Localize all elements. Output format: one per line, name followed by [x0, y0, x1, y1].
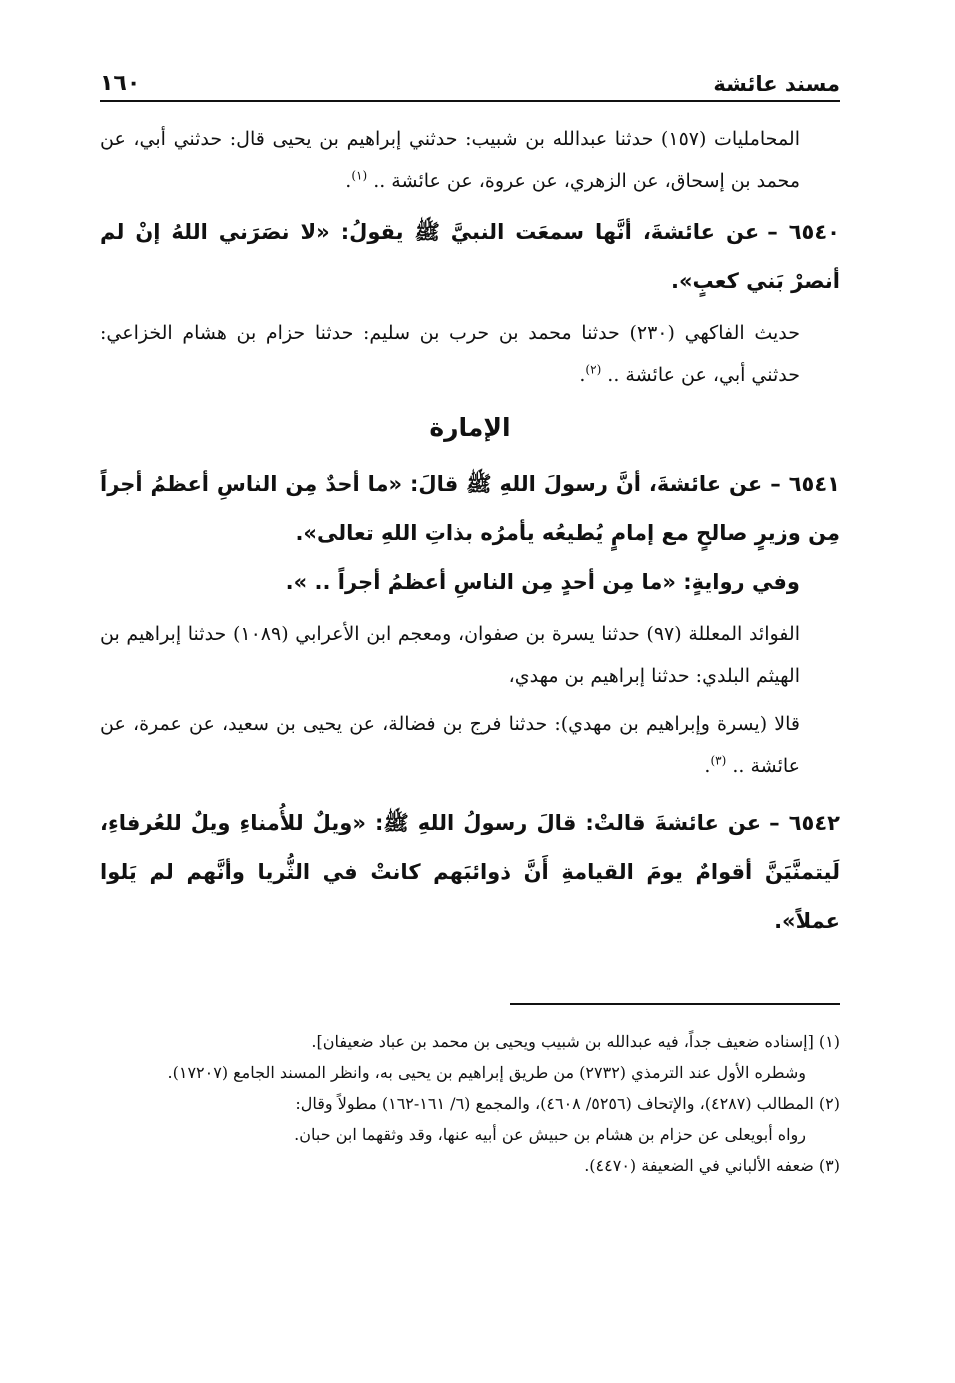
source-paragraph-3a: الفوائد المعللة (٩٧) حدثنا يسرة بن صفوان، ومعجم ابن الأعرابي (١٠٨٩) حدثنا إبراهيم بن الهيثم البلدي: حدثنا إبراهيم بن مهدي، — [100, 623, 800, 687]
page-number: ١٦٠ — [100, 71, 141, 96]
source-paragraph-3b: قالا (يسرة وإبراهيم بن مهدي): حدثنا فرج بن فضالة، عن يحيى بن سعيد، عن عمرة، عن عائشة .. $^{(٣)}$. — [100, 713, 800, 777]
hadith-number: ٦٥٤٢ – — [769, 811, 841, 835]
source-paragraph-2: حديث الفاكهي (٢٣٠) حدثنا محمد بن حرب بن سليم: حدثنا حزام بن هشام الخزاعي: حدثني أبي، عن عائشة .. $^{(٢)}$. — [100, 322, 800, 386]
hadith-riwaya: وفي روايةٍ: «ما مِن أحدٍ مِن الناسِ أعظمُ أجراً .. ». — [285, 570, 800, 594]
hadith-number: ٦٥٤٠ – — [767, 220, 841, 244]
hadith-text: عن عائشةَ قالتْ: قالَ رسولُ اللهِ ﷺ: «ويلٌ للأُمناءِ ويلٌ للعُرفاءِ، لَيتمنَّيَنَّ أقوامٌ يومَ القيامةِ أَنَّ ذوائبَهم كانتْ في الثُّريا وأنَّهم لم يَلوا عملاً». — [100, 811, 840, 933]
footnote-2-continued: رواه أبويعلى عن حزام بن هشام بن حبيش عن أبيه عنها، وقد وثقهما ابن حبان. — [294, 1125, 806, 1144]
hadith-text: عن عائشةَ، أنَّ رسولَ اللهِ ﷺ قالَ: «ما أحدٌ مِن الناسِ أعظمُ أجراً مِن وزيرٍ صالحٍ مع إمامٍ يُطيعُه يأمرُه بذاتِ اللهِ تعالى». — [100, 472, 840, 545]
hadith-text: عن عائشةَ، أنَّها سمعَت النبيَّ ﷺ يقولُ: «لا نصَرَني اللهُ إنْ لم أنصرْ بَني كعبٍ». — [100, 220, 840, 293]
hadith-6541 — [100, 460, 840, 558]
footnote-1: (١) [إسناده ضعيف جداً، فيه عبدالله بن شبيب ويحيى بن محمد بن عباد ضعيفان]. — [311, 1032, 840, 1051]
section-title: الإمارة — [429, 413, 511, 442]
source-text: المحامليات (١٥٧) حدثنا عبدالله بن شبيب: حدثني إبراهيم بن يحيى قال: حدثني أبي، عن محمد بن إسحاق، عن الزهري، عن عروة، عن عائشة .. — [100, 128, 801, 192]
hadith-6542 — [100, 799, 840, 946]
footnote-ref: (٢) — [585, 362, 602, 377]
source-text: حديث الفاكهي (٢٣٠) حدثنا محمد بن حرب بن سليم: حدثنا حزام بن هشام الخزاعي: حدثني أبي، عن عائشة .. — [100, 322, 800, 386]
main-text — [100, 118, 840, 946]
footnote-2: (٢) المطالب (٤٢٨٧)، والإتحاف (٥٢٥٦/ ٤٦٠٨)، والمجمع (٦/ ١٦١-١٦٢) مطولاً وقال: — [295, 1094, 840, 1113]
footnote-separator — [510, 1003, 840, 1005]
footnote-ref: (١) — [351, 168, 368, 183]
footnote-3: (٣) ضعفه الألباني في الضعيفة (٤٤٧٠). — [584, 1156, 840, 1175]
hadith-number: ٦٥٤١ – — [770, 472, 840, 496]
source-text: قالا (يسرة وإبراهيم بن مهدي): حدثنا فرج بن فضالة، عن يحيى بن سعيد، عن عمرة، عن عائشة .. — [100, 713, 800, 777]
footnote-ref: (٣) — [710, 753, 727, 768]
running-title: مسند عائشة — [713, 72, 840, 96]
page-header — [100, 62, 840, 96]
header-rule — [100, 100, 840, 102]
footnote-1-continued: وشطره الأول عند الترمذي (٢٧٣٢) من طريق إبراهيم بن يحيى به، وانظر المسند الجامع (١٧٢٠٧). — [167, 1063, 806, 1082]
hadith-6540 — [100, 208, 840, 306]
footnotes — [100, 1026, 840, 1181]
source-paragraph-1: المحامليات (١٥٧) حدثنا عبدالله بن شبيب: حدثني إبراهيم بن يحيى قال: حدثني أبي، عن محمد بن إسحاق، عن الزهري، عن عروة، عن عائشة .. $^{(١)}$. — [100, 128, 801, 192]
